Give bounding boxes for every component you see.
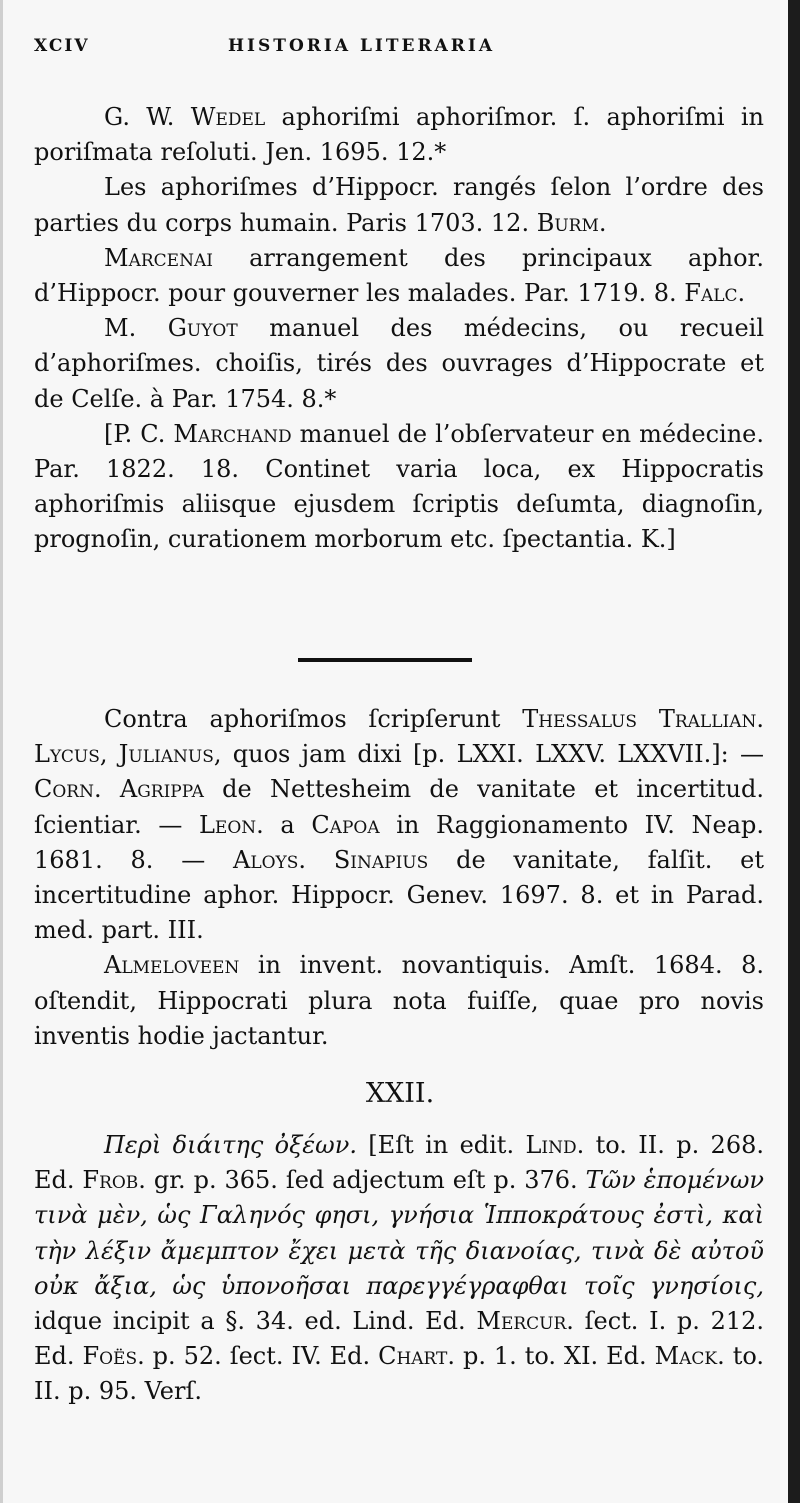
entry-text bbox=[102, 775, 120, 803]
author-name: Julianus bbox=[118, 740, 214, 769]
entry-text: G. W. bbox=[104, 103, 191, 131]
entry-text: Contra aphoriſmos ſcripſerunt bbox=[104, 705, 523, 733]
greek-text: Τῶν ἑπομένων τινὰ μὲν, ὡς Γαληνός φησι, γνήσια Ἱπποκράτους ἐστὶ, καὶ τὴν λέξιν ἄμεμπτον ἔχει μετὰ τῆς διανοίας, τινὰ δὲ αὐτοῦ οὐκ ἄξια, ὡς ὑπονοῆσαι παρεγγέγραφθαι τοῖς γνησίοις, bbox=[34, 1166, 764, 1300]
entry-text: idque incipit a §. 34. ed. Lind. Ed. bbox=[34, 1307, 477, 1336]
bibliography-entry bbox=[34, 100, 764, 170]
entry-text: gr. p. 365. ſed adjectum eſt p. 376. bbox=[145, 1166, 586, 1195]
entry-text: in invent. novantiquis. Amſt. 1684. 8. oſtendit, Hippocrati plura nota fuiſſe, quae pro novis inventis hodie jactantur. bbox=[34, 951, 764, 1050]
entry-text: manuel de l’obſervateur en médecine. Par. 1822. 18. Continet varia loca, ex Hippocratis aphoriſmis aliisque ejusdem ſcriptis deſumta, diagnoſin, prognoſin, curationem morborum etc. ſpectantia. K.] bbox=[34, 419, 765, 554]
entry-text: [P. C. bbox=[104, 419, 174, 448]
entries-top bbox=[34, 100, 764, 558]
author-name: Burm. bbox=[536, 208, 607, 237]
entry-text: to. II. p. 95. Verſ. bbox=[34, 1342, 765, 1406]
entry-text: p. 1. to. XI. Ed. bbox=[455, 1342, 655, 1371]
entry-text: de Nettesheim de vanitate et incertitud. ſcientiar. — bbox=[34, 775, 764, 839]
running-head bbox=[34, 36, 760, 66]
entry-text: aphoriſmi aphoriſmor. ſ. aphoriſmi in poriſmata reſoluti. Jen. 1695. 12.* bbox=[34, 103, 765, 167]
entry-text: ſect. I. p. 212. Ed. bbox=[34, 1307, 765, 1371]
author-name: Corn. bbox=[34, 775, 102, 804]
entry-text: arrangement des principaux aphor. d’Hippocr. pour gouverner les malades. Par. 1719. 8. bbox=[34, 243, 764, 308]
bibliography-entry bbox=[34, 170, 764, 240]
bibliography-entry bbox=[34, 241, 764, 311]
author-name: Aloys. Sinapius bbox=[232, 845, 429, 874]
section-heading: XXII. bbox=[365, 1078, 435, 1109]
author-name: Mack. bbox=[654, 1342, 725, 1371]
entry-text: de vanitate, falſit. et incertitudine aphor. Hippocr. Genev. 1697. 8. et in Parad. med. part. III. bbox=[34, 845, 764, 945]
entry-text: [Eſt in edit. bbox=[356, 1131, 526, 1159]
entry-text: Les aphoriſmes d’Hippocr. rangés ſelon l’ordre des parties du corps humain. Paris 1703. 12. bbox=[34, 173, 764, 237]
entry-text: M. bbox=[104, 314, 168, 343]
author-name: Thessalus Trallian. bbox=[522, 705, 764, 733]
author-name: Almeloveen bbox=[104, 951, 240, 980]
bibliography-entry bbox=[34, 311, 764, 417]
running-title: HISTORIA LITERARIA bbox=[228, 36, 496, 56]
bibliography-entry bbox=[34, 948, 764, 1054]
entry-text: , bbox=[99, 740, 119, 769]
author-name: Leon. bbox=[198, 810, 264, 839]
author-name: Wedel bbox=[190, 103, 266, 131]
author-name: Marcenai bbox=[104, 243, 213, 272]
bibliography-entry bbox=[34, 702, 764, 948]
author-name: Foës. bbox=[82, 1342, 145, 1371]
greek-text: Περὶ διάιτης ὀξέων. bbox=[104, 1131, 357, 1159]
bibliography-entry bbox=[34, 1128, 764, 1410]
author-name: Agrippa bbox=[119, 775, 204, 804]
author-name: Lind. bbox=[525, 1131, 585, 1159]
author-name: Falc. bbox=[684, 279, 746, 308]
page-number: XCIV bbox=[34, 36, 90, 56]
entry-text: in Raggionamento IV. Neap. 1681. 8. — bbox=[34, 810, 764, 874]
author-name: Lycus bbox=[34, 740, 100, 769]
author-name: Chart. bbox=[378, 1342, 456, 1371]
author-name: Guyot bbox=[167, 314, 238, 343]
entry-text: to. II. p. 268. Ed. bbox=[34, 1131, 764, 1195]
entry-text: manuel des médecins, ou recueil d’aphoriſmes. choiſis, tirés des ouvrages d’Hippocrate et de Celſe. à Par. 1754. 8.* bbox=[34, 314, 764, 413]
entry-text: a bbox=[263, 810, 312, 839]
entries-bottom bbox=[34, 1128, 764, 1410]
author-name: Capoa bbox=[311, 810, 380, 839]
author-name: Frob. bbox=[82, 1166, 146, 1195]
entries-middle bbox=[34, 702, 764, 1054]
author-name: Marchand bbox=[173, 419, 292, 448]
page-right-edge bbox=[788, 0, 800, 1503]
section-rule bbox=[298, 658, 472, 662]
page-left-edge bbox=[0, 0, 3, 1503]
entry-text: , quos jam dixi [p. LXXI. LXXV. LXXVII.]: — bbox=[213, 740, 764, 769]
author-name: Mercur. bbox=[476, 1307, 574, 1336]
bibliography-entry bbox=[34, 417, 764, 558]
entry-text: p. 52. ſect. IV. Ed. bbox=[144, 1342, 379, 1371]
